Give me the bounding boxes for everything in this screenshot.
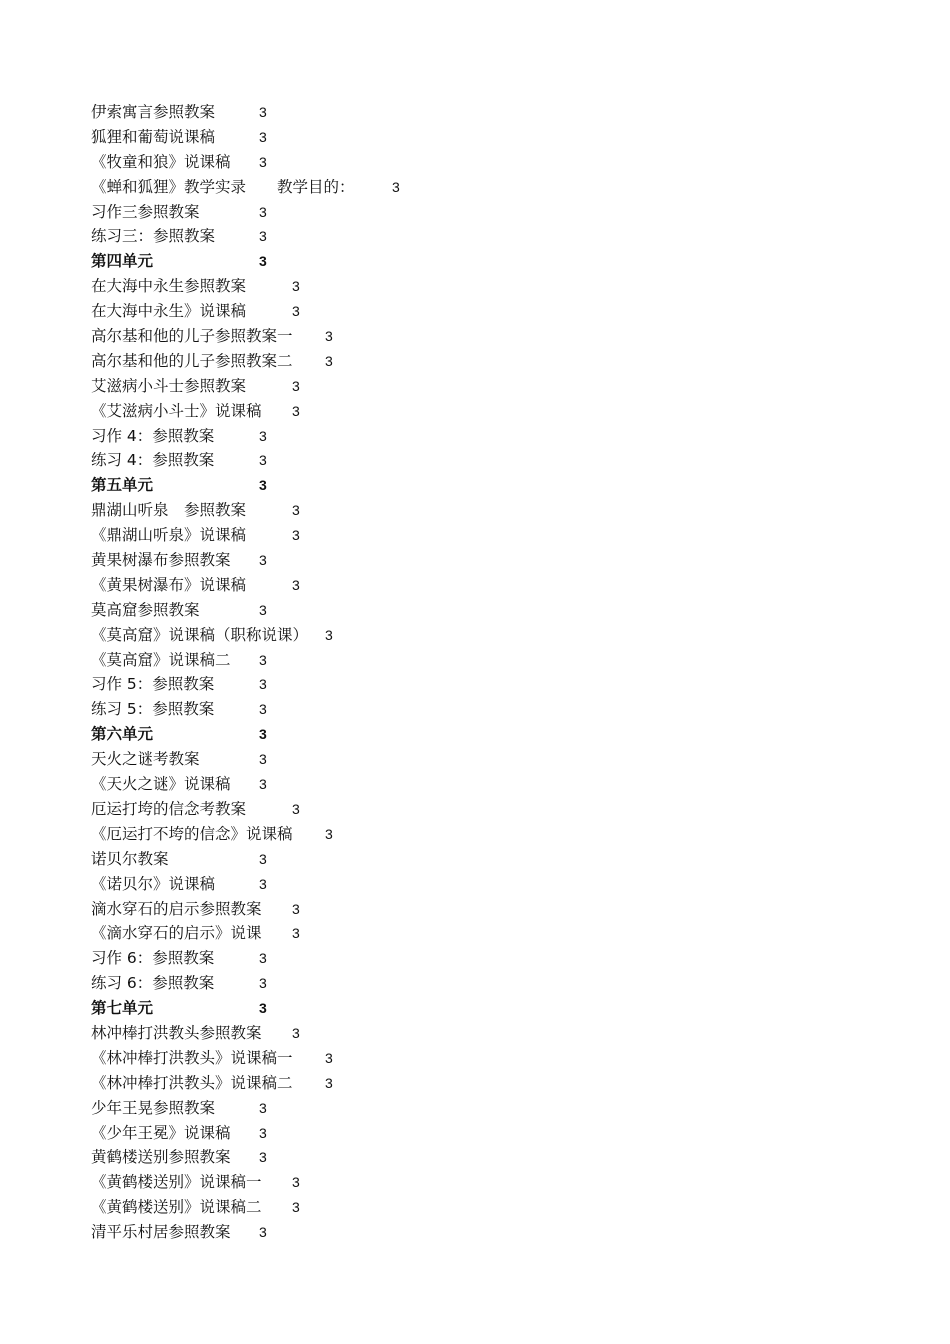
toc-page-number: 3 [259,601,267,618]
toc-page-number: 3 [325,1049,333,1066]
toc-page-number: 3 [259,477,267,494]
toc-entry[interactable] [91,349,891,374]
toc-entry[interactable] [91,274,891,299]
toc-entry[interactable] [91,150,891,175]
toc-entry[interactable] [91,946,891,971]
toc-page-number: 3 [292,800,300,817]
toc-entry-title: 高尔基和他的儿子参照教案二 [91,351,293,370]
toc-entry-title: 狐狸和葡萄说课稿 [91,127,216,146]
toc-entry-title: 习作三参照教案 [91,202,200,221]
toc-entry-title: 在大海中永生》说课稿 [91,302,247,321]
toc-entry-title: 《少年王冕》说课稿 [91,1123,231,1142]
toc-entry[interactable] [91,1046,891,1071]
toc-entry[interactable] [91,772,891,797]
toc-page-number: 3 [259,950,267,967]
toc-page-number: 3 [259,203,267,220]
toc-page-number: 3 [259,676,267,693]
toc-page-number: 3 [292,402,300,419]
toc-page-number: 3 [259,1224,267,1241]
toc-entry[interactable] [91,100,891,125]
toc-entry-title: 诺贝尔教案 [91,849,169,868]
toc-entry[interactable] [91,1021,891,1046]
toc-entry[interactable] [91,1220,891,1245]
toc-page-number: 3 [259,726,267,743]
toc-page-number: 3 [325,352,333,369]
toc-entry-title: 天火之谜考教案 [91,750,200,769]
toc-page-number: 3 [292,502,300,519]
toc-page-number: 3 [259,452,267,469]
toc-entry-title: 艾滋病小斗士参照教案 [91,376,247,395]
toc-page-number: 3 [292,1174,300,1191]
toc-entry-title: 黄果树瀑布参照教案 [91,551,231,570]
toc-entry[interactable] [91,573,891,598]
toc-entry-title: 清平乐村居参照教案 [91,1223,231,1242]
toc-page-number: 3 [325,825,333,842]
toc-entry[interactable] [91,125,891,150]
toc-page-number: 3 [292,1199,300,1216]
toc-entry-title: 黄鹤楼送别参照教案 [91,1148,231,1167]
toc-entry-title: 《牧童和狼》说课稿 [91,152,231,171]
toc-page-number: 3 [259,253,267,270]
toc-section-heading[interactable] [91,473,891,498]
toc-entry-title: 《厄运打不垮的信念》说课稿 [91,824,293,843]
toc-entry[interactable] [91,872,891,897]
toc-page-number: 3 [292,377,300,394]
toc-entry-title: 《黄果树瀑布》说课稿 [91,575,247,594]
toc-page-number: 3 [259,975,267,992]
toc-entry-title: 习作 5：参照教案 [91,675,215,694]
toc-page-number: 3 [259,128,267,145]
toc-page-number: 3 [292,527,300,544]
toc-page-number: 3 [325,1074,333,1091]
toc-entry[interactable] [91,548,891,573]
toc-entry[interactable] [91,1121,891,1146]
toc-page-number: 3 [259,1149,267,1166]
toc-entry[interactable] [91,1096,891,1121]
toc-entry-title: 第四单元 [91,252,154,271]
toc-entry-title: 练习 5：参照教案 [91,700,215,719]
toc-entry-title: 《莫高窟》说课稿二 [91,650,231,669]
toc-page-number: 3 [259,1099,267,1116]
toc-entry-title: 林冲棒打洪教头参照教案 [91,1023,262,1042]
toc-page-number: 3 [259,850,267,867]
toc-page-number: 3 [292,576,300,593]
toc-entry[interactable] [91,399,891,424]
toc-entry[interactable] [91,672,891,697]
toc-page-number: 3 [259,875,267,892]
toc-page-number: 3 [259,751,267,768]
toc-page-number: 3 [259,104,267,120]
toc-entry[interactable] [91,498,891,523]
toc-entry[interactable] [91,448,891,473]
toc-section-heading[interactable] [91,722,891,747]
toc-entry-title: 《黄鹤楼送别》说课稿一 [91,1173,262,1192]
toc-page-number: 3 [259,228,267,245]
toc-entry[interactable] [91,623,891,648]
toc-entry[interactable] [91,648,891,673]
toc-entry-title: 第七单元 [91,999,154,1018]
toc-entry-title: 习作 4：参照教案 [91,426,215,445]
toc-page-number: 3 [325,328,333,345]
toc-entry[interactable] [91,1145,891,1170]
toc-entry-title: 《天火之谜》说课稿 [91,775,231,794]
toc-entry-title: 《莫高窟》说课稿（职称说课） [91,625,309,644]
toc-entry[interactable] [91,1170,891,1195]
toc-page-number: 3 [259,776,267,793]
toc-entry[interactable] [91,747,891,772]
toc-entry-title: 练习 4：参照教案 [91,451,215,470]
toc-entry[interactable] [91,897,891,922]
toc-entry[interactable] [91,523,891,548]
toc-entry[interactable] [91,1071,891,1096]
toc-entry-title: 《黄鹤楼送别》说课稿二 [91,1198,262,1217]
toc-entry[interactable] [91,374,891,399]
toc-entry[interactable] [91,224,891,249]
toc-page-number: 3 [259,427,267,444]
toc-section-heading[interactable] [91,249,891,274]
toc-entry-title: 练习三：参照教案 [91,227,216,246]
toc-entry[interactable] [91,1195,891,1220]
toc-entry-title: 《滴水穿石的启示》说课 [91,924,262,943]
toc-entry-title: 《艾滋病小斗士》说课稿 [91,401,262,420]
toc-entry[interactable] [91,424,891,449]
toc-entry-title: 莫高窟参照教案 [91,600,200,619]
toc-page-number: 3 [325,626,333,643]
toc-entry-title: 《林冲棒打洪教头》说课稿一 [91,1048,293,1067]
toc-entry-title: 《鼎湖山听泉》说课稿 [91,526,247,545]
toc-entry-title: 高尔基和他的儿子参照教案一 [91,327,293,346]
toc-page-number: 3 [292,900,300,917]
toc-entry-title: 伊索寓言参照教案 [91,103,216,121]
toc-entry[interactable] [91,598,891,623]
toc-entry[interactable] [91,175,891,200]
toc-entry[interactable] [91,299,891,324]
toc-page-number: 3 [259,1124,267,1141]
toc-entry-title: 在大海中永生参照教案 [91,277,247,296]
toc-page-number: 3 [392,178,400,195]
toc-entry-title: 《诺贝尔》说课稿 [91,874,216,893]
toc-page-number: 3 [259,153,267,170]
toc-section-heading[interactable] [91,996,891,1021]
toc-page-number: 3 [292,303,300,320]
toc-entry-title: 第五单元 [91,476,154,495]
toc-entry-title: 《蝉和狐狸》教学实录 教学目的： [91,177,355,196]
toc-page-number: 3 [259,552,267,569]
toc-entry[interactable] [91,847,891,872]
toc-entry-title: 练习 6：参照教案 [91,974,215,993]
toc-entry-title: 鼎湖山听泉 参照教案 [91,501,247,520]
toc-page-number: 3 [292,1024,300,1041]
toc-entry-title: 滴水穿石的启示参照教案 [91,899,262,918]
toc-page-number: 3 [259,651,267,668]
toc-entry-title: 少年王晃参照教案 [91,1098,216,1117]
toc-entry[interactable] [91,971,891,996]
toc-entry[interactable] [91,822,891,847]
toc-entry[interactable] [91,697,891,722]
toc-entry[interactable] [91,324,891,349]
toc-entry[interactable] [91,797,891,822]
table-of-contents [91,100,891,1245]
toc-entry-title: 习作 6：参照教案 [91,949,215,968]
toc-page-number: 3 [259,1000,267,1017]
toc-entry-title: 厄运打垮的信念考教案 [91,799,247,818]
toc-entry-title: 《林冲棒打洪教头》说课稿二 [91,1073,293,1092]
toc-entry-title: 第六单元 [91,725,154,744]
toc-page-number: 3 [292,925,300,942]
toc-entry[interactable] [91,200,891,225]
toc-page-number: 3 [292,278,300,295]
toc-entry[interactable] [91,921,891,946]
toc-page-number: 3 [259,701,267,718]
